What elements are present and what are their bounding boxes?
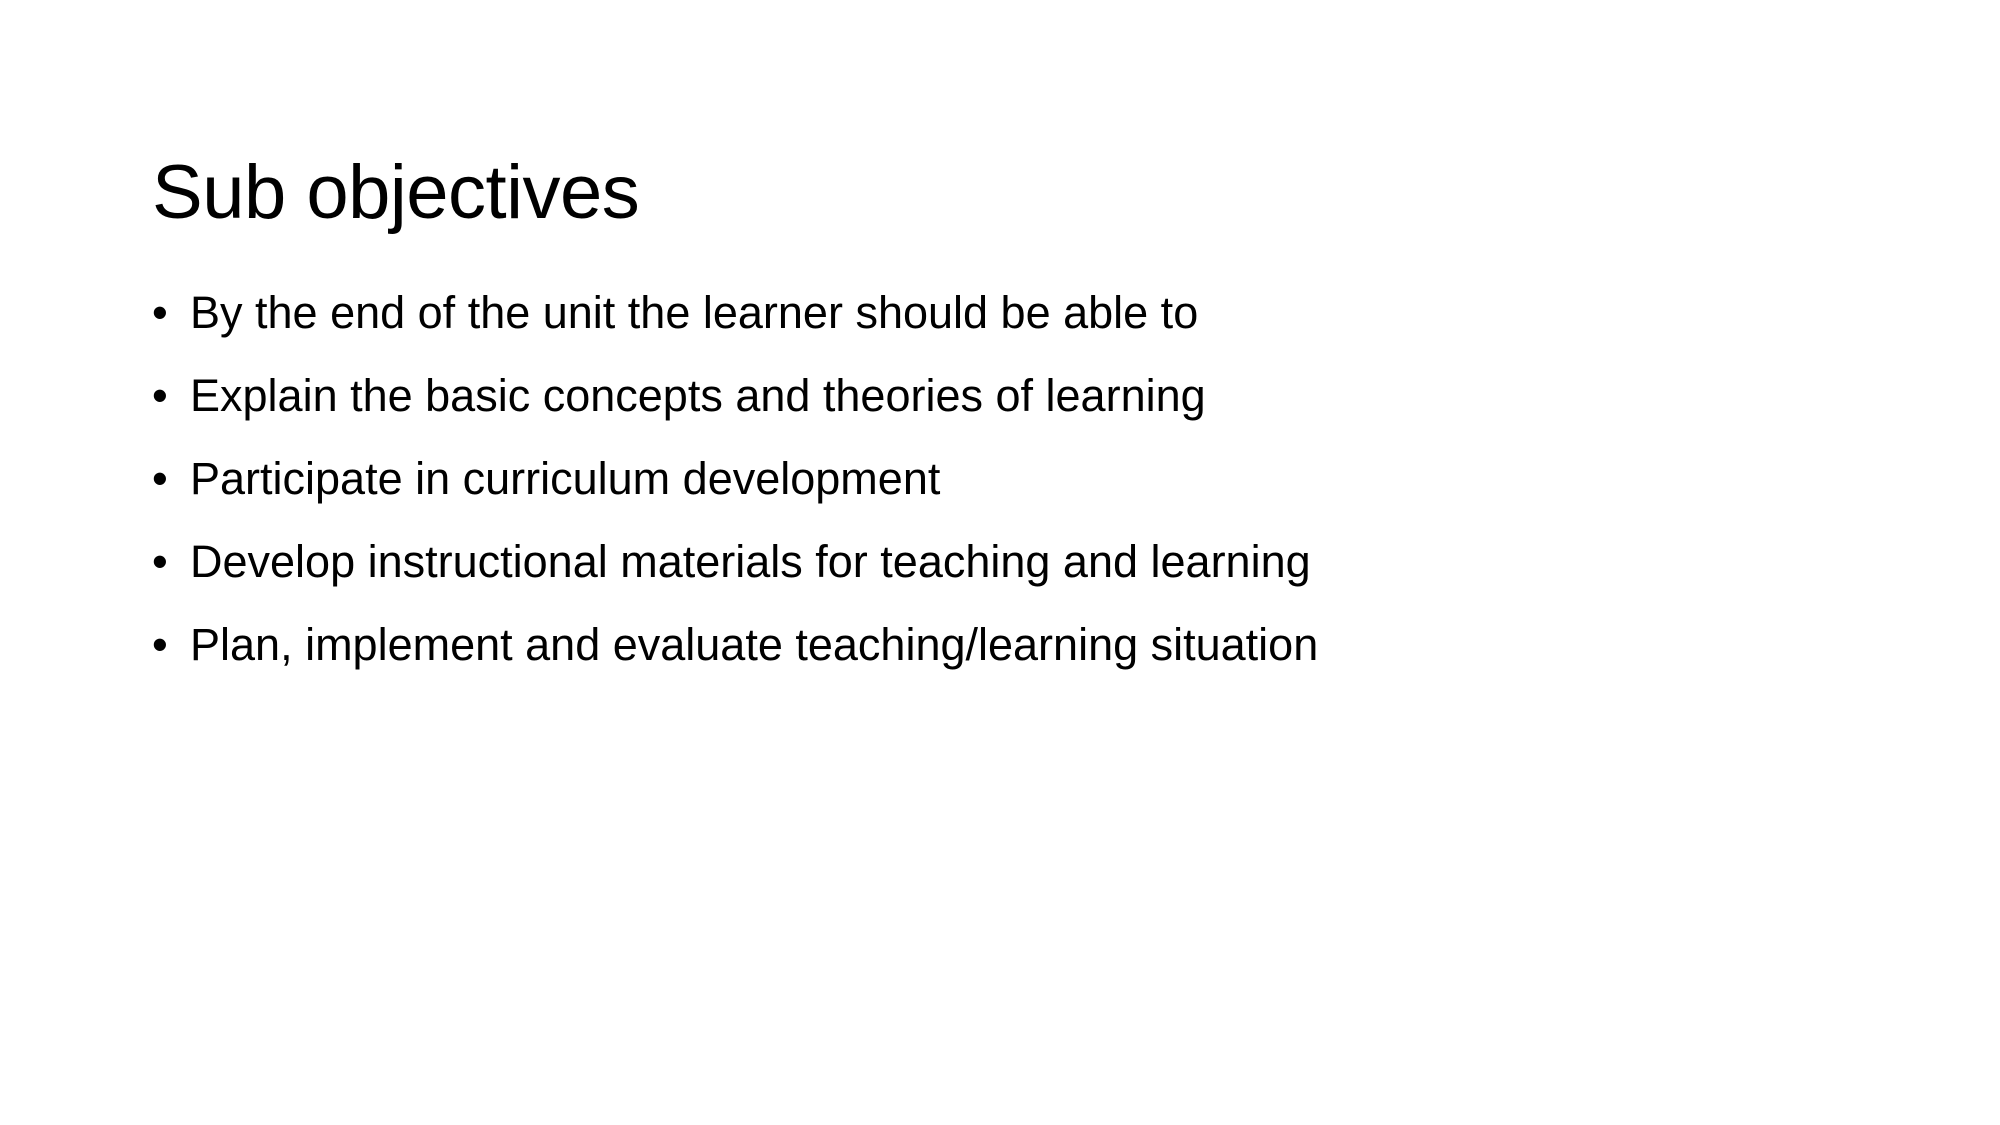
bullet-point-icon: • <box>152 287 168 338</box>
list-item-text: By the end of the unit the learner should be able to <box>190 287 1199 338</box>
list-item <box>152 453 1892 504</box>
list-item-text: Participate in curriculum development <box>190 453 941 504</box>
list-item-text: Develop instructional materials for teaching and learning <box>190 536 1311 587</box>
bullet-list <box>152 287 1892 705</box>
bullet-point-icon: • <box>152 370 168 421</box>
bullet-point-icon: • <box>152 619 168 670</box>
list-item <box>152 619 1892 670</box>
page-title: Sub objectives <box>152 149 640 235</box>
bullet-point-icon: • <box>152 536 168 587</box>
list-item <box>152 370 1892 421</box>
list-item-text: Explain the basic concepts and theories of learning <box>190 370 1206 421</box>
list-item <box>152 287 1892 338</box>
bullet-point-icon: • <box>152 453 168 504</box>
list-item <box>152 536 1892 587</box>
list-item-text: Plan, implement and evaluate teaching/learning situation <box>190 619 1319 670</box>
